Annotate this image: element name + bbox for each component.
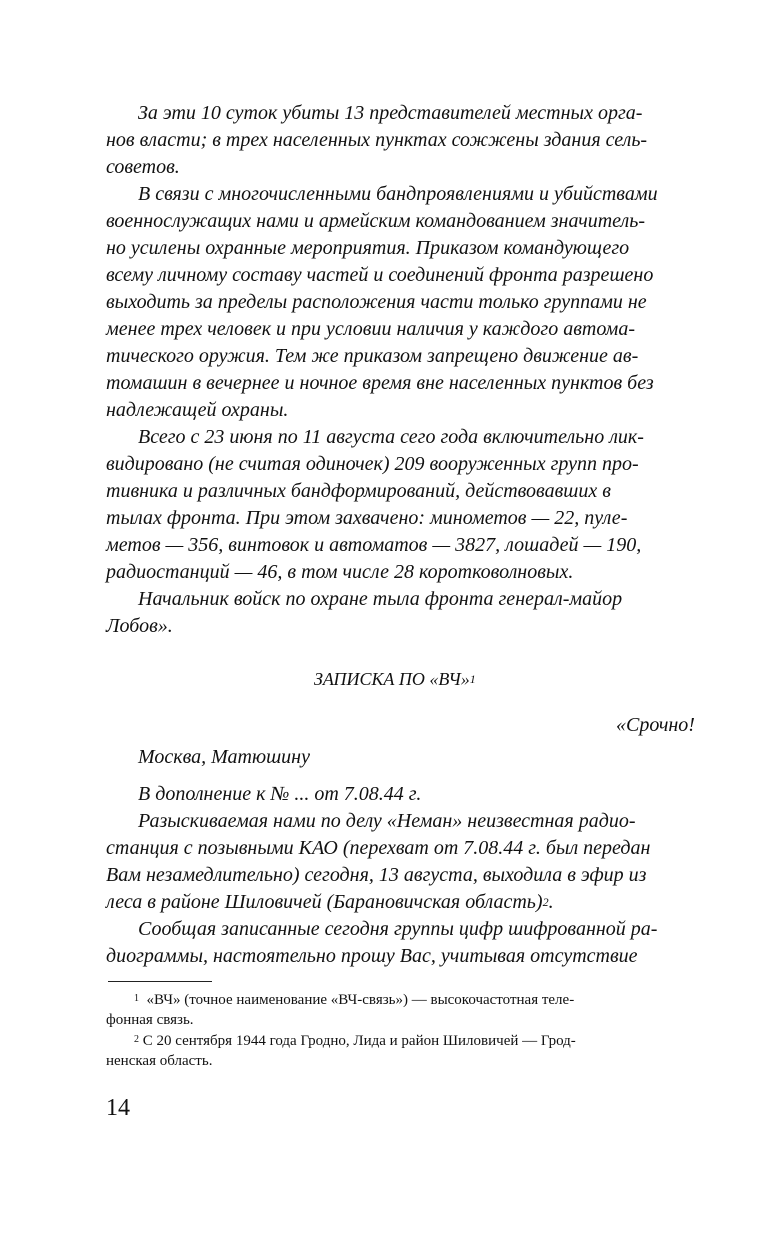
text-line: нов власти; в трех населенных пунктах сожжены здания сель- [106, 129, 648, 151]
text-line: радиостанций — 46, в том числе 28 коротковолновых. [106, 561, 574, 583]
footnote-separator [108, 981, 212, 982]
footnote-ref: 1 [469, 672, 476, 686]
text-line: Лобов». [106, 615, 173, 637]
page-number: 14 [106, 1095, 130, 1121]
text-line: видировано (не считая одиночек) 209 вооруженных групп про- [106, 453, 639, 475]
text-line: надлежащей охраны. [106, 399, 289, 421]
text-line: Начальник войск по охране тыла фронта генерал-майор [138, 588, 623, 610]
footnote-1 [134, 990, 574, 1012]
footnote-ref: 2 [542, 895, 549, 909]
text-line: менее трех человек и при условии наличия у каждого автома- [106, 318, 635, 340]
text-span: . [548, 891, 554, 913]
text-line: диограммы, настоятельно прошу Вас, учитывая отсутствие [106, 945, 638, 967]
text-line: За эти 10 суток убиты 13 представителей местных орга- [138, 102, 643, 124]
text-line: В связи с многочисленными бандпроявлениями и убийствами [138, 183, 658, 205]
footnote-number: 2 [134, 1034, 139, 1045]
footnote-text: С 20 сентября 1944 года Гродно, Лида и район Шиловичей — Грод- [142, 1033, 576, 1049]
text-line: тического оружия. Тем же приказом запрещено движение ав- [106, 345, 639, 367]
text-line: советов. [106, 156, 180, 178]
heading-text: ЗАПИСКА ПО «ВЧ» [314, 669, 470, 689]
text-span: леса в районе Шиловичей (Барановичская область) [106, 891, 543, 913]
text-line: метов — 356, винтовок и автоматов — 3827, лошадей — 190, [106, 534, 642, 556]
text-line: тылах фронта. При этом захвачено: минометов — 22, пуле- [106, 507, 628, 529]
text-line [106, 889, 554, 917]
footnote-text: «ВЧ» (точное наименование «ВЧ-связь») — высокочастотная теле- [146, 992, 575, 1008]
text-line: Сообщая записанные сегодня группы цифр шифрованной ра- [138, 918, 658, 940]
text-line: Вам незамедлительно) сегодня, 13 августа, выходила в эфир из [106, 864, 647, 886]
text-line: Разыскиваемая нами по делу «Неман» неизвестная радио- [138, 810, 636, 832]
footnote-2-cont: ненская область. [106, 1053, 213, 1069]
addressee: Москва, Матюшину [138, 746, 310, 768]
text-line: военнослужащих нами и армейским командованием значитель- [106, 210, 646, 232]
text-line: всему личному составу частей и соединений фронта разрешено [106, 264, 654, 286]
footnote-number: 1 [134, 993, 139, 1004]
urgent-mark: «Срочно! [616, 714, 695, 736]
footnote-1-cont: фонная связь. [106, 1012, 194, 1028]
text-line: выходить за пределы расположения части только группами не [106, 291, 647, 313]
text-line: но усилены охранные мероприятия. Приказом командующего [106, 237, 630, 259]
text-line: томашин в вечернее и ночное время вне населенных пунктов без [106, 372, 654, 394]
text-line: станция с позывными КАО (перехват от 7.08.44 г. был передан [106, 837, 651, 859]
supplement-line: В дополнение к № ... от 7.08.44 г. [138, 783, 422, 805]
footnote-2 [134, 1031, 576, 1053]
text-line: тивника и различных бандформирований, действовавших в [106, 480, 611, 502]
section-heading [314, 666, 476, 694]
text-line: Всего с 23 июня по 11 августа сего года включительно лик- [138, 426, 644, 448]
